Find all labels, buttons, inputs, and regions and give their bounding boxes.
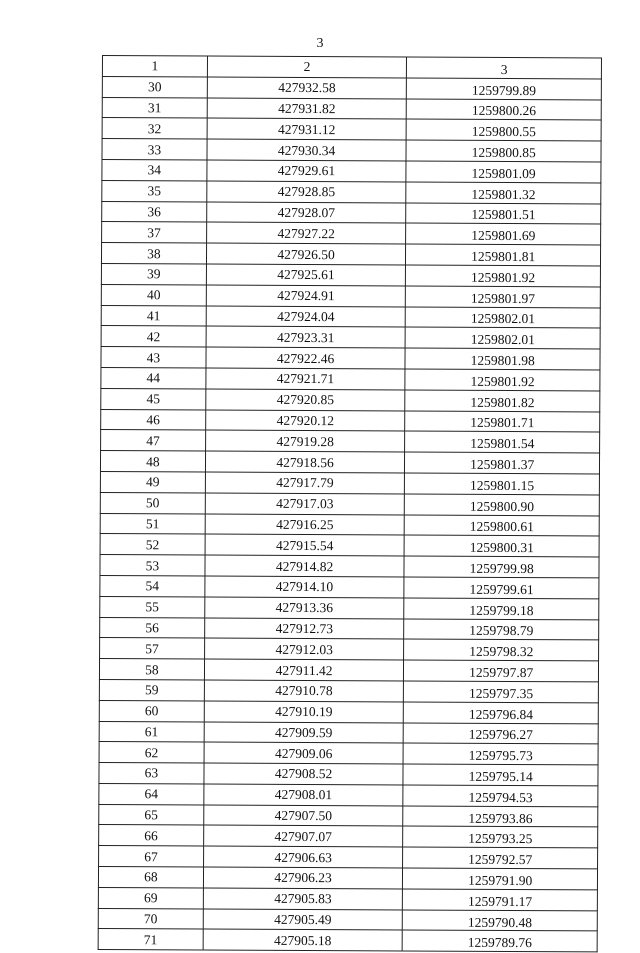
table-body — [98, 76, 601, 952]
x-coordinate-cell: 427931.82 — [207, 98, 407, 120]
table-row — [101, 430, 600, 453]
y-coordinate-cell: 1259801.32 — [406, 182, 601, 204]
y-coordinate-cell: 1259792.57 — [403, 847, 598, 869]
point-number-cell: 40 — [101, 284, 206, 305]
y-coordinate-cell: 1259800.26 — [407, 99, 602, 121]
x-coordinate-cell: 427927.22 — [206, 222, 406, 244]
table-row — [99, 700, 598, 723]
table-row — [98, 929, 597, 952]
point-number-cell: 31 — [102, 97, 207, 118]
y-coordinate-cell: 1259801.54 — [405, 431, 600, 453]
x-coordinate-cell: 427928.07 — [206, 202, 406, 224]
x-coordinate-cell: 427906.23 — [203, 867, 403, 889]
y-coordinate-cell: 1259800.90 — [405, 494, 600, 516]
table-row — [100, 534, 599, 557]
table-row — [100, 617, 599, 640]
point-number-cell: 57 — [100, 638, 205, 659]
y-coordinate-cell: 1259801.69 — [406, 223, 601, 245]
point-number-cell: 61 — [99, 721, 204, 742]
table-row — [100, 575, 599, 598]
point-number-cell: 50 — [100, 492, 205, 513]
x-coordinate-cell: 427907.07 — [203, 825, 403, 847]
table-row — [98, 908, 597, 931]
coordinates-sheet — [98, 55, 602, 953]
table-row — [101, 305, 600, 328]
point-number-cell: 38 — [101, 243, 206, 264]
point-number-cell: 59 — [99, 679, 204, 700]
x-coordinate-cell: 427909.59 — [204, 722, 404, 744]
x-coordinate-cell: 427918.56 — [205, 451, 405, 473]
point-number-cell: 48 — [100, 451, 205, 472]
table-row — [99, 742, 598, 765]
x-coordinate-cell: 427929.61 — [207, 160, 407, 182]
y-coordinate-cell: 1259802.01 — [406, 307, 601, 329]
table-row — [101, 347, 600, 370]
y-coordinate-cell: 1259795.14 — [403, 764, 598, 786]
x-coordinate-cell: 427917.03 — [205, 493, 405, 515]
point-number-cell: 35 — [102, 180, 207, 201]
x-coordinate-cell: 427905.18 — [203, 929, 403, 951]
point-number-cell: 34 — [102, 159, 207, 180]
y-coordinate-cell: 1259799.98 — [404, 556, 599, 578]
column-header: 3 — [407, 57, 602, 79]
y-coordinate-cell: 1259793.25 — [403, 826, 598, 848]
point-number-cell: 64 — [99, 783, 204, 804]
point-number-cell: 32 — [102, 118, 207, 139]
table-row — [99, 659, 598, 682]
table-row — [99, 804, 598, 827]
table-row — [102, 139, 601, 162]
y-coordinate-cell: 1259799.18 — [404, 598, 599, 620]
point-number-cell: 42 — [101, 326, 206, 347]
table-row — [99, 846, 598, 869]
table-row — [101, 409, 600, 432]
y-coordinate-cell: 1259799.89 — [407, 78, 602, 100]
table-row — [99, 679, 598, 702]
x-coordinate-cell: 427915.54 — [205, 534, 405, 556]
y-coordinate-cell: 1259801.71 — [405, 411, 600, 433]
table-row — [100, 451, 599, 474]
x-coordinate-cell: 427920.12 — [205, 410, 405, 432]
table-row — [100, 513, 599, 536]
y-coordinate-cell: 1259800.55 — [406, 119, 601, 141]
table-row — [99, 783, 598, 806]
table-row — [99, 763, 598, 786]
x-coordinate-cell: 427926.50 — [206, 243, 406, 265]
y-coordinate-cell: 1259799.61 — [404, 577, 599, 599]
x-coordinate-cell: 427931.12 — [207, 118, 407, 140]
point-number-cell: 70 — [98, 908, 203, 929]
x-coordinate-cell: 427925.61 — [206, 264, 406, 286]
y-coordinate-cell: 1259796.27 — [404, 722, 599, 744]
column-header: 2 — [207, 56, 407, 78]
column-header: 1 — [102, 56, 207, 77]
point-number-cell: 30 — [102, 76, 207, 97]
y-coordinate-cell: 1259801.37 — [405, 452, 600, 474]
table-row — [102, 76, 601, 99]
table-row — [101, 388, 600, 411]
y-coordinate-cell: 1259801.15 — [405, 473, 600, 495]
page-number: 3 — [316, 36, 324, 51]
point-number-cell: 69 — [98, 887, 203, 908]
table-row — [100, 555, 599, 578]
x-coordinate-cell: 427932.58 — [207, 77, 407, 99]
point-number-cell: 52 — [100, 534, 205, 555]
x-coordinate-cell: 427917.79 — [205, 472, 405, 494]
point-number-cell: 46 — [101, 409, 206, 430]
table-row — [101, 263, 600, 286]
point-number-cell: 47 — [101, 430, 206, 451]
table-row — [100, 492, 599, 515]
x-coordinate-cell: 427906.63 — [203, 846, 403, 868]
x-coordinate-cell: 427908.01 — [204, 784, 404, 806]
point-number-cell: 33 — [102, 139, 207, 160]
x-coordinate-cell: 427923.31 — [206, 326, 406, 348]
point-number-cell: 63 — [99, 763, 204, 784]
point-number-cell: 36 — [102, 201, 207, 222]
x-coordinate-cell: 427919.28 — [205, 430, 405, 452]
x-coordinate-cell: 427912.73 — [204, 618, 404, 640]
x-coordinate-cell: 427924.91 — [206, 285, 406, 307]
y-coordinate-cell: 1259802.01 — [405, 327, 600, 349]
y-coordinate-cell: 1259798.32 — [404, 639, 599, 661]
y-coordinate-cell: 1259789.76 — [402, 930, 597, 952]
x-coordinate-cell: 427912.03 — [204, 638, 404, 660]
x-coordinate-cell: 427907.50 — [204, 805, 404, 827]
y-coordinate-cell: 1259790.48 — [403, 910, 598, 932]
point-number-cell: 54 — [100, 575, 205, 596]
point-number-cell: 65 — [99, 804, 204, 825]
table-row — [102, 222, 601, 245]
point-number-cell: 62 — [99, 742, 204, 763]
y-coordinate-cell: 1259800.61 — [405, 515, 600, 537]
table-row — [99, 825, 598, 848]
point-number-cell: 60 — [99, 700, 204, 721]
y-coordinate-cell: 1259800.31 — [404, 535, 599, 557]
point-number-cell: 39 — [101, 263, 206, 284]
x-coordinate-cell: 427910.78 — [204, 680, 404, 702]
point-number-cell: 67 — [99, 846, 204, 867]
table-row — [101, 284, 600, 307]
x-coordinate-cell: 427921.71 — [206, 368, 406, 390]
y-coordinate-cell: 1259801.97 — [406, 286, 601, 308]
y-coordinate-cell: 1259801.09 — [406, 161, 601, 183]
table-row — [100, 596, 599, 619]
y-coordinate-cell: 1259801.98 — [405, 348, 600, 370]
y-coordinate-cell: 1259801.81 — [406, 244, 601, 266]
table-row — [100, 471, 599, 494]
coordinates-table — [98, 55, 602, 953]
table-row — [102, 201, 601, 224]
x-coordinate-cell: 427910.19 — [204, 701, 404, 723]
point-number-cell: 43 — [101, 347, 206, 368]
y-coordinate-cell: 1259801.92 — [406, 265, 601, 287]
table-header-row — [102, 56, 601, 79]
x-coordinate-cell: 427905.49 — [203, 909, 403, 931]
y-coordinate-cell: 1259794.53 — [403, 785, 598, 807]
table-row — [98, 867, 597, 890]
table-row — [100, 638, 599, 661]
point-number-cell: 45 — [101, 388, 206, 409]
point-number-cell: 55 — [100, 596, 205, 617]
x-coordinate-cell: 427928.85 — [207, 181, 407, 203]
x-coordinate-cell: 427914.82 — [205, 555, 405, 577]
point-number-cell: 58 — [99, 659, 204, 680]
point-number-cell: 51 — [100, 513, 205, 534]
point-number-cell: 49 — [100, 471, 205, 492]
x-coordinate-cell: 427911.42 — [204, 659, 404, 681]
x-coordinate-cell: 427905.83 — [203, 888, 403, 910]
y-coordinate-cell: 1259801.51 — [406, 203, 601, 225]
point-number-cell: 66 — [99, 825, 204, 846]
x-coordinate-cell: 427930.34 — [207, 139, 407, 161]
x-coordinate-cell: 427916.25 — [205, 514, 405, 536]
point-number-cell: 41 — [101, 305, 206, 326]
y-coordinate-cell: 1259797.35 — [404, 681, 599, 703]
table-row — [102, 159, 601, 182]
table-row — [101, 243, 600, 266]
y-coordinate-cell: 1259800.85 — [406, 140, 601, 162]
y-coordinate-cell: 1259797.87 — [404, 660, 599, 682]
x-coordinate-cell: 427922.46 — [206, 347, 406, 369]
x-coordinate-cell: 427909.06 — [204, 742, 404, 764]
point-number-cell: 53 — [100, 555, 205, 576]
y-coordinate-cell: 1259801.82 — [405, 390, 600, 412]
point-number-cell: 68 — [98, 867, 203, 888]
point-number-cell: 56 — [100, 617, 205, 638]
table-row — [102, 97, 601, 120]
x-coordinate-cell: 427908.52 — [204, 763, 404, 785]
y-coordinate-cell: 1259793.86 — [403, 806, 598, 828]
y-coordinate-cell: 1259795.73 — [403, 743, 598, 765]
y-coordinate-cell: 1259791.90 — [403, 868, 598, 890]
table-row — [98, 887, 597, 910]
y-coordinate-cell: 1259801.92 — [405, 369, 600, 391]
point-number-cell: 44 — [101, 367, 206, 388]
y-coordinate-cell: 1259796.84 — [404, 702, 599, 724]
x-coordinate-cell: 427913.36 — [205, 597, 405, 619]
x-coordinate-cell: 427924.04 — [206, 306, 406, 328]
y-coordinate-cell: 1259798.79 — [404, 618, 599, 640]
table-row — [101, 326, 600, 349]
y-coordinate-cell: 1259791.17 — [403, 889, 598, 911]
table-row — [101, 367, 600, 390]
x-coordinate-cell: 427914.10 — [205, 576, 405, 598]
table-row — [102, 118, 601, 141]
point-number-cell: 71 — [98, 929, 203, 950]
table-row — [102, 180, 601, 203]
point-number-cell: 37 — [102, 222, 207, 243]
x-coordinate-cell: 427920.85 — [206, 389, 406, 411]
table-row — [99, 721, 598, 744]
